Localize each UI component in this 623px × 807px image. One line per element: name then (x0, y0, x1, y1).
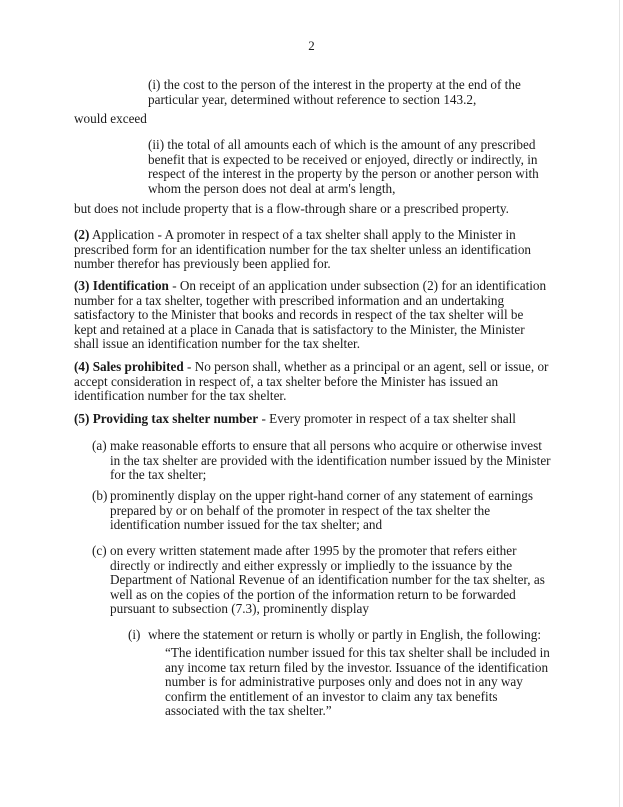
section-heading: Sales prohibited (89, 359, 184, 374)
sub-item-text: where the statement or return is wholly or partly in English, the following: (148, 627, 541, 642)
exclusion-text: but does not include property that is a flow-through share or a prescribed property. (74, 201, 509, 216)
item-label: (c) (92, 543, 107, 558)
section-separator: - (168, 278, 180, 293)
clause-ii: (ii) the total of all amounts each of which is the amount of any prescribed benefit that is expected to be received or enjoyed, directly or indirectly, in respect of the interest in the property by the person or another person with whom the person does not deal at arm's length, (148, 137, 539, 196)
section-number: (5) (74, 411, 90, 426)
section-4-sales-prohibited (74, 360, 549, 404)
section-body: Every promoter in respect of a tax shelter shall (269, 411, 516, 426)
section-number: (4) (74, 359, 90, 374)
list-item-c (92, 544, 552, 617)
section-body: On receipt of an application under subsection (2) for an identification number for a tax shelter, together with prescribed information and an undertaking satisfactory to the Minister that books and records in respect of the tax shelter will be kept and retained at a place in Canada that is satisfactory to the Minister, the Minister shall issue an identification number for the tax shelter. (74, 278, 547, 352)
item-label: (b) (92, 488, 108, 503)
item-label: (a) (92, 438, 107, 453)
section-body: A promoter in respect of a tax shelter shall apply to the Minister in prescribed form for an identification number for the tax shelter unless an identification number therefor has previously been applied for. (74, 227, 532, 272)
page-number: 2 (308, 38, 315, 53)
would-exceed-text: would exceed (74, 111, 147, 126)
list-item-b (92, 489, 552, 533)
item-text: prominently display on the upper right-hand corner of any statement of earnings prepared by or on behalf of the promoter in respect of the tax shelter the identification number issued for the tax shelter; and (110, 488, 533, 533)
required-statement-quote: “The identification number issued for this tax shelter shall be included in any income tax return filed by the investor. Issuance of the identification number is for administrative purposes only and does not in any way confirm the entitlement of an investor to claim any tax benefits associated with the tax shelter.” (165, 645, 550, 719)
section-5-providing-number (74, 412, 549, 427)
section-separator: - (183, 359, 195, 374)
section-3-identification (74, 279, 549, 352)
section-heading: Providing tax shelter number (89, 411, 259, 426)
sub-item-i (128, 628, 548, 643)
clause-i: (i) the cost to the person of the interest in the property at the end of the particular year, determined without reference to section 143.2, (148, 77, 521, 107)
section-number: (2) (74, 227, 90, 242)
section-heading: Application - (89, 227, 165, 242)
sub-item-label: (i) (128, 627, 141, 642)
section-2-application (74, 228, 549, 272)
section-number: (3) (74, 278, 90, 293)
section-body: No person shall, whether as a principal or an agent, sell or issue, or accept consideration in respect of, a tax shelter before the Minister has issued an identification number for the tax shelter. (74, 359, 549, 404)
section-heading: Identification (89, 278, 169, 293)
page-edge (619, 0, 620, 807)
item-text: on every written statement made after 1995 by the promoter that refers either directly or indirectly and either expressly or impliedly to the issuance by the Department of National Revenue of an identification number for the tax shelter, as well as on the copies of the portion of the information return to be forwarded pursuant to subsection (7.3), prominently display (110, 543, 545, 617)
section-separator: - (258, 411, 270, 426)
list-item-a (92, 439, 552, 483)
item-text: make reasonable efforts to ensure that all persons who acquire or otherwise invest in the tax shelter are provided with the identification number issued by the Minister for the tax shelter; (110, 438, 551, 483)
